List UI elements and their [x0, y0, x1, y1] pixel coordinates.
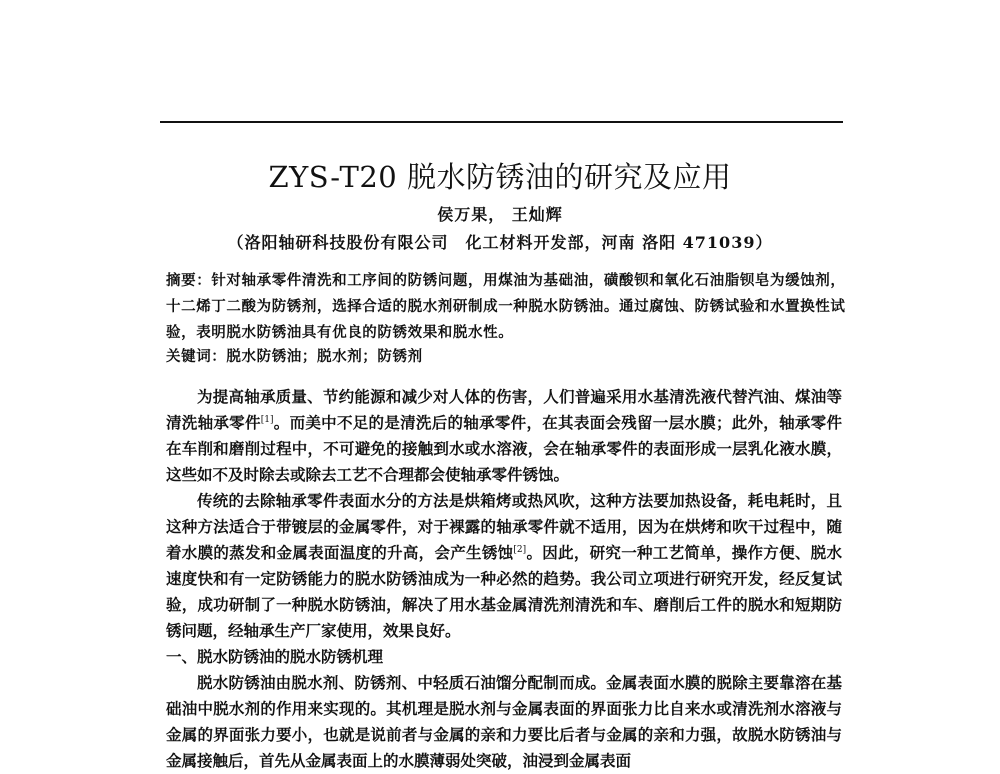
keywords-text: 脱水防锈油；脱水剂；防锈剂: [226, 348, 423, 365]
paragraph-2: [166, 488, 842, 644]
abstract: [166, 268, 846, 346]
citation-2: [2]: [513, 544, 527, 555]
abstract-label: 摘要：: [166, 272, 212, 289]
abstract-text: 针对轴承零件清洗和工序间的防锈问题，用煤油为基础油，磺酸钡和氧化石油脂钡皂为缓蚀剂，十二烯丁二酸为防锈剂，选择合适的脱水剂研制成一种脱水防锈油。通过腐蚀、防锈试验和水置换性试验，表明脱水防锈油具有优良的防锈效果和脱水性。: [166, 272, 846, 341]
paper-title: ZYS-T20 脱水防锈油的研究及应用: [268, 160, 732, 194]
paragraph-3: 脱水防锈油由脱水剂、防锈剂、中轻质石油馏分配制而成。金属表面水膜的脱除主要靠溶在基础油中脱水剂的作用来实现的。其机理是脱水剂与金属表面的界面张力比自来水或清洗剂水溶液与金属的界面张力要小，也就是说前者与金属的亲和力要比后者与金属的亲和力强，故脱水防锈油与金属接触后，首先从金属表面上的水膜薄弱处突破，油浸到金属表面: [166, 673, 842, 770]
keywords-label: 关键词：: [166, 348, 227, 365]
paper-affiliation: （洛阳轴研科技股份有限公司 化工材料开发部，河南 洛阳 471039）: [227, 233, 773, 252]
body-text: [166, 384, 842, 774]
keywords: [166, 346, 846, 368]
paragraph-1-text-b: 。而美中不足的是清洗后的轴承零件，在其表面会残留一层水膜；此外，轴承零件在车削和磨削过程中，不可避免的接触到水或水溶液，会在轴承零件的表面形成一层乳化液水膜，这些如不及时除去或除去工艺不合理都会使轴承零件锈蚀。: [166, 413, 842, 484]
paper-authors: 侯万果， 王灿辉: [437, 205, 563, 224]
paragraph-2-text-a: 传统的去除轴承零件表面水分的方法是烘箱烤或热风吹，这种方法要加热设备，耗电耗时，且这种方法适合于带镀层的金属零件，对于裸露的轴承零件就不适用，因为在烘烤和吹干过程中，随着水膜的蒸发和金属表面温度的升高，会产生锈蚀: [166, 491, 842, 562]
header-rule: [160, 121, 843, 123]
section-heading-1: 一、脱水防锈油的脱水防锈机理: [166, 647, 384, 666]
paragraph-2-text-b: 。因此，研究一种工艺简单，操作方便、脱水速度快和有一定防锈能力的脱水防锈油成为一种必然的趋势。我公司立项进行研究开发，经反复试验，成功研制了一种脱水防锈油，解决了用水基金属清洗剂清洗和车、磨削后工件的脱水和短期防锈问题，经轴承生产厂家使用，效果良好。: [166, 543, 842, 640]
citation-1: [1]: [260, 414, 274, 425]
paragraph-1-text-a: 为提高轴承质量、节约能源和减少对人体的伤害，人们普遍采用水基清洗液代替汽油、煤油等清洗轴承零件: [166, 387, 842, 432]
paragraph-1: [166, 384, 842, 488]
